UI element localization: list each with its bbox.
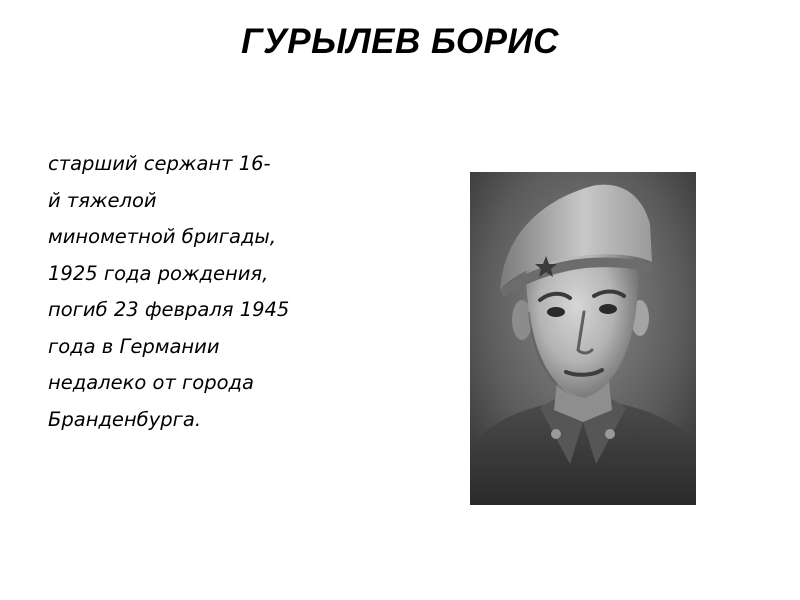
- bio-line: старший сержант 16-: [48, 152, 271, 175]
- bio-line: года в Германии: [48, 334, 220, 358]
- bio-line: й тяжелой: [48, 188, 157, 212]
- bio-line: недалеко от города: [48, 371, 254, 394]
- bio-line: Бранденбурга.: [48, 407, 202, 431]
- biography-text: [48, 146, 393, 438]
- bio-line: погиб 23 февраля 1945: [48, 298, 290, 321]
- bio-line: 1925 года рождения,: [48, 261, 269, 285]
- soldier-portrait-photo: [470, 172, 696, 505]
- page-title: ГУРЫЛЕВ БОРИС: [241, 22, 559, 61]
- bio-line: минометной бригады,: [48, 225, 277, 248]
